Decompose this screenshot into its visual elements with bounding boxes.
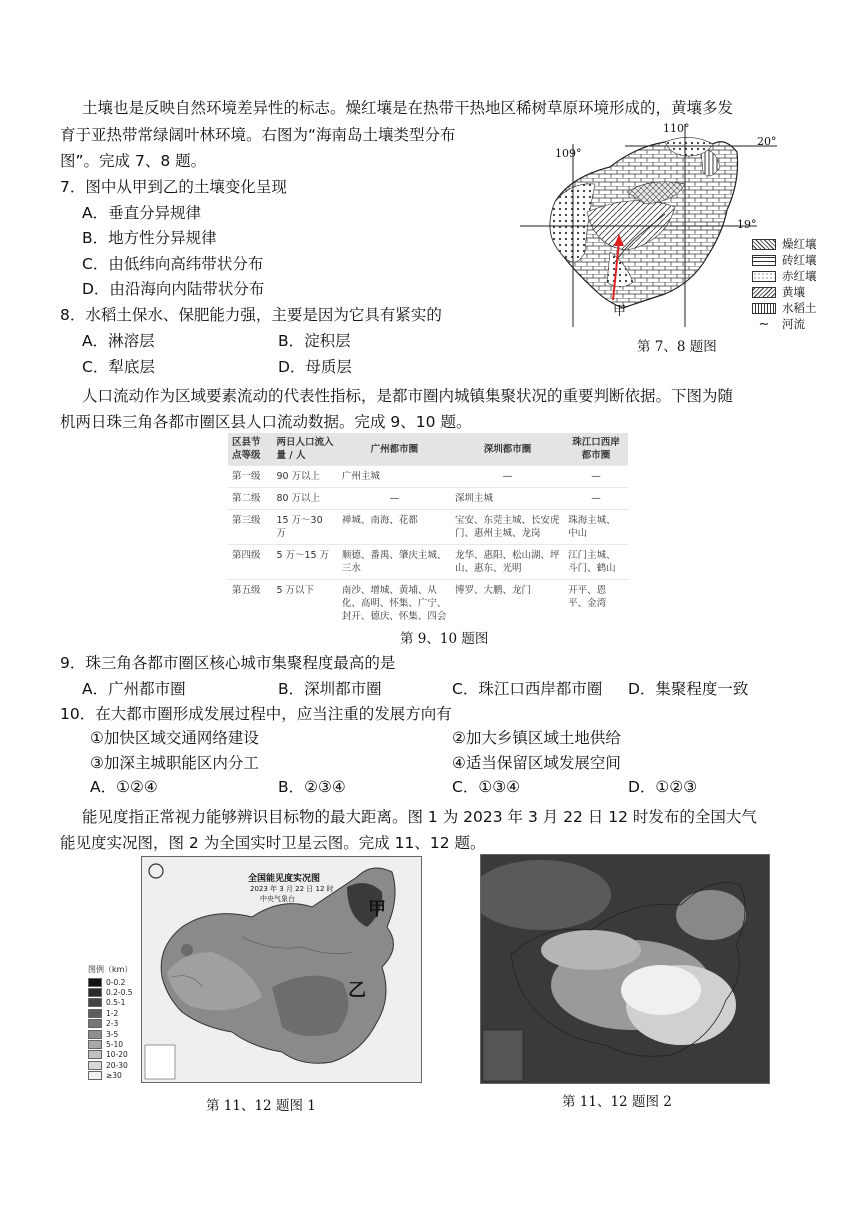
river-symbol-icon: ∼ [758, 316, 770, 332]
table-header: 区县节点等级 [228, 433, 272, 466]
legend-item: 赤红壤 [752, 268, 817, 284]
table-cell: 禅城、南海、花都 [338, 510, 451, 545]
q10-stem: 10．在大都市圈形成发展过程中，应当注重的发展方向有 [60, 705, 452, 723]
table-cell: 南沙、增城、黄埔、从化、高明、怀集、广宁、封开、德庆、怀集、四会 [338, 580, 451, 628]
table-cell: — [451, 466, 564, 488]
visibility-legend-title: 图例（km） [88, 965, 133, 974]
table-header: 深圳都市圈 [451, 433, 564, 466]
table-cell: 第一级 [228, 466, 272, 488]
legend-swatch [88, 1009, 102, 1018]
table-cell: 90 万以上 [272, 466, 337, 488]
table-cell: — [338, 488, 451, 510]
intro-7-8-line2: 育于亚热带常绿阔叶林环境。右图为“海南岛土壤类型分布 [60, 126, 456, 144]
fig1-title: 全国能见度实况图 [248, 874, 321, 884]
table-cell: 第四级 [228, 545, 272, 580]
legend-swatch [88, 1071, 102, 1080]
satellite-cloud-image [480, 854, 770, 1084]
visibility-map [141, 856, 422, 1083]
q10-item-4: ④适当保留区域发展空间 [452, 754, 621, 772]
lon-109-label: 109° [555, 147, 582, 160]
visibility-legend [88, 964, 138, 1081]
table-cell: 深圳主城 [451, 488, 564, 510]
q7-stem: 7．图中从甲到乙的土壤变化呈现 [60, 178, 287, 196]
q7-option-b[interactable]: B．地方性分异规律 [82, 229, 217, 247]
table-cell: 第五级 [228, 580, 272, 628]
q10-item-2: ②加大乡镇区域土地供给 [452, 729, 621, 747]
q9-stem: 9．珠三角各都市圈区核心城市集聚程度最高的是 [60, 654, 396, 672]
table-cell: 15 万～30 万 [272, 510, 337, 545]
table-cell: 宝安、东莞主城、长安虎门、惠州主城、龙岗 [451, 510, 564, 545]
fig1-caption: 第 11、12 题图 1 [206, 1098, 316, 1114]
soil-legend [752, 236, 817, 332]
legend-swatch [752, 287, 776, 298]
table-cell: 博罗、大鹏、龙门 [451, 580, 564, 628]
q10-option-b[interactable]: B．②③④ [278, 778, 346, 796]
intro-7-8-line3: 图”。完成 7、8 题。 [60, 152, 207, 170]
legend-item: 黄壤 [752, 284, 817, 300]
table-cell: 第三级 [228, 510, 272, 545]
legend-swatch [88, 1050, 102, 1059]
q8-option-a[interactable]: A．淋溶层 [82, 332, 155, 350]
q9-option-d[interactable]: D．集聚程度一致 [628, 680, 749, 698]
legend-item: 5-10 [88, 1039, 138, 1049]
lat-20-label: 20° [757, 135, 777, 148]
legend-item: 水稻土 [752, 300, 817, 316]
q10-item-1: ①加快区域交通网络建设 [90, 729, 259, 747]
table-header: 珠江口西岸都市圈 [564, 433, 628, 466]
legend-item: 20-30 [88, 1060, 138, 1070]
legend-swatch [752, 303, 776, 314]
table-cell: — [564, 466, 628, 488]
map1-caption: 第 7、8 题图 [637, 339, 717, 355]
population-flow-table [228, 433, 628, 627]
q7-option-d[interactable]: D．由沿海向内陆带状分布 [82, 280, 265, 298]
table-cell: 5 万以下 [272, 580, 337, 628]
fig1-subtitle: 2023 年 3 月 22 日 12 时 [250, 885, 334, 893]
lon-110-label: 110° [663, 122, 690, 135]
intro-9-10-line1: 人口流动作为区域要素流动的代表性指标，是都市圈内城镇集聚状况的重要判断依据。下图为随 [82, 387, 734, 405]
table-cell: 广州主城 [338, 466, 451, 488]
q7-option-a[interactable]: A．垂直分异规律 [82, 204, 202, 222]
table-cell: 龙华、惠阳、松山湖、坪山、惠东、光明 [451, 545, 564, 580]
q9-option-c[interactable]: C．珠江口西岸都市圈 [452, 680, 603, 698]
intro-7-8-line1: 土壤也是反映自然环境差异性的标志。燥红壤是在热带干热地区稀树草原环境形成的，黄壤多发 [82, 99, 734, 117]
q9-option-b[interactable]: B．深圳都市圈 [278, 680, 382, 698]
legend-item: 燥红壤 [752, 236, 817, 252]
legend-item: 2-3 [88, 1019, 138, 1029]
q9-option-a[interactable]: A．广州都市圈 [82, 680, 186, 698]
table-cell: 5 万～15 万 [272, 545, 337, 580]
q8-option-d[interactable]: D．母质层 [278, 358, 352, 376]
q10-option-d[interactable]: D．①②③ [628, 778, 698, 796]
fig1-jia-label: 甲 [368, 899, 386, 920]
table-cell: 顺德、番禺、肇庆主城、三水 [338, 545, 451, 580]
table-row [228, 580, 628, 628]
fig1-yi-label: 乙 [348, 980, 366, 1001]
map1-jia-label: 甲 [613, 304, 627, 319]
fig2-caption: 第 11、12 题图 2 [562, 1094, 672, 1110]
table-cell: — [564, 488, 628, 510]
legend-swatch [88, 1040, 102, 1049]
legend-item: 0.2-0.5 [88, 987, 138, 997]
q7-option-c[interactable]: C．由低纬向高纬带状分布 [82, 255, 264, 273]
table-cell: 珠海主城、中山 [564, 510, 628, 545]
legend-swatch [752, 239, 776, 250]
q8-option-b[interactable]: B．淀积层 [278, 332, 351, 350]
legend-swatch [88, 998, 102, 1007]
table-row [228, 545, 628, 580]
q10-option-a[interactable]: A．①②④ [90, 778, 158, 796]
table-cell: 第二级 [228, 488, 272, 510]
legend-swatch [88, 1061, 102, 1070]
legend-item: 砖红壤 [752, 252, 817, 268]
table-caption: 第 9、10 题图 [400, 631, 489, 647]
table-cell: 开平、恩平、金湾 [564, 580, 628, 628]
intro-11-12-line2: 能见度实况图，图 2 为全国实时卫星云图。完成 11、12 题。 [60, 834, 486, 852]
legend-item: 0.5-1 [88, 998, 138, 1008]
q8-option-c[interactable]: C．犁底层 [82, 358, 155, 376]
intro-11-12-line1: 能见度指正常视力能够辨识目标物的最大距离。图 1 为 2023 年 3 月 22 日 12 时发布的全国大气 [82, 808, 757, 826]
legend-item: 0-0.2 [88, 977, 138, 987]
table-header: 广州都市圈 [338, 433, 451, 466]
legend-swatch [88, 978, 102, 987]
table-cell: 80 万以上 [272, 488, 337, 510]
legend-item: 3-5 [88, 1029, 138, 1039]
q8-stem: 8．水稻土保水、保肥能力强，主要是因为它具有紧实的 [60, 306, 442, 324]
satellite-cloud-graphic [481, 855, 769, 1083]
table-row [228, 510, 628, 545]
table-header: 两日人口流入量 / 人 [272, 433, 337, 466]
legend-swatch [88, 988, 102, 997]
q10-option-c[interactable]: C．①③④ [452, 778, 521, 796]
legend-swatch [752, 271, 776, 282]
intro-9-10-line2: 机两日珠三角各都市圈区县人口流动数据。完成 9、10 题。 [60, 413, 472, 431]
table-row [228, 466, 628, 488]
lat-19-label: 19° [737, 218, 757, 231]
legend-item: 10-20 [88, 1050, 138, 1060]
fig1-agency: 中央气象台 [260, 895, 295, 903]
table-cell: 江门主城、斗门、鹤山 [564, 545, 628, 580]
table-row [228, 488, 628, 510]
legend-item: ≥30 [88, 1071, 138, 1081]
legend-swatch [88, 1019, 102, 1028]
legend-swatch [752, 255, 776, 266]
q10-item-3: ③加深主城职能区内分工 [90, 754, 259, 772]
legend-swatch [88, 1030, 102, 1039]
legend-item: 1-2 [88, 1008, 138, 1018]
legend-item: ∼ 河流 [752, 316, 817, 332]
